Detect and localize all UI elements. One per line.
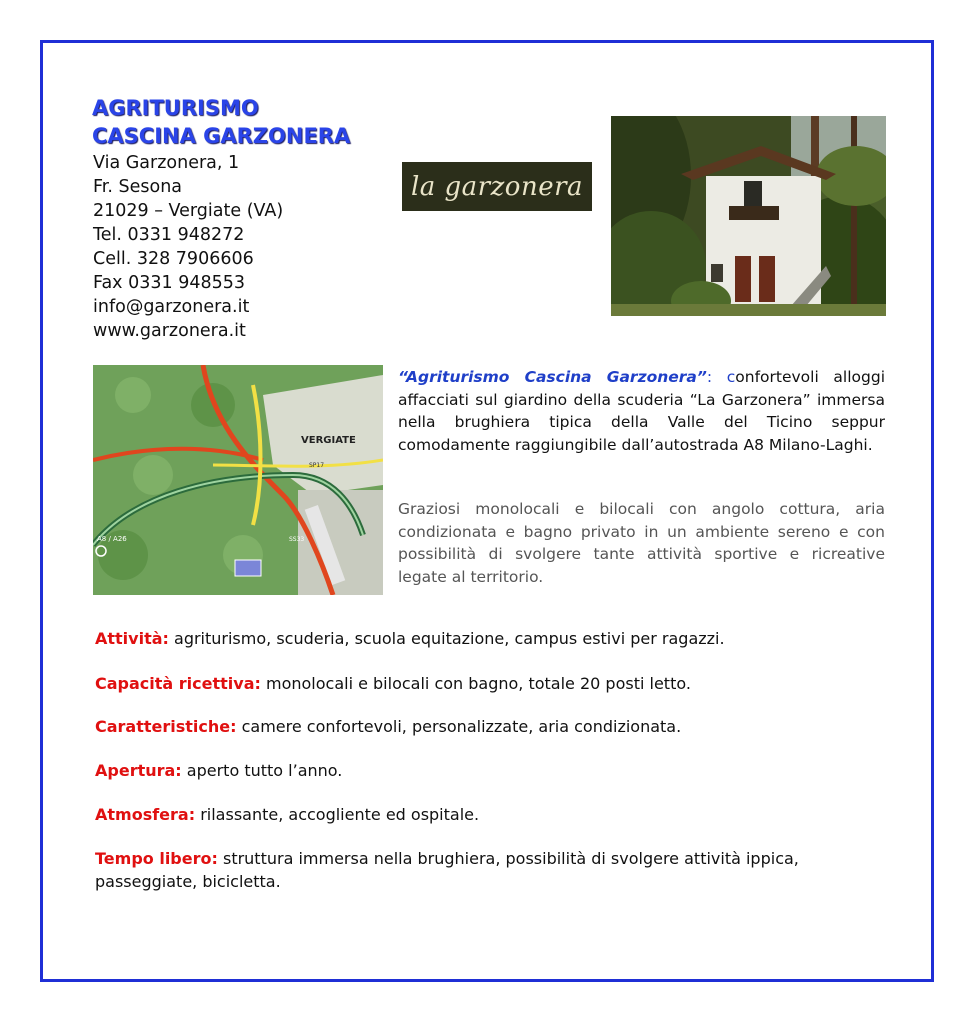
- page-title: [92, 94, 350, 150]
- feature-value: aperto tutto l’anno.: [181, 761, 343, 780]
- feature-opening: [95, 759, 865, 782]
- feature-value: rilassante, accogliente ed ospitale.: [195, 805, 480, 824]
- address-phone: Tel. 0331 948272: [93, 225, 245, 245]
- address-locality: Fr. Sesona: [93, 177, 183, 197]
- feature-key: Caratteristiche:: [95, 717, 237, 736]
- address-fax: Fax 0331 948553: [93, 273, 246, 293]
- feature-value: camere confortevoli, personalizzate, aria condizionata.: [236, 717, 682, 736]
- feature-atmosphere: [95, 803, 865, 826]
- brand-logo: [402, 162, 592, 211]
- feature-activities: [95, 627, 865, 650]
- address-email[interactable]: info@garzonera.it: [93, 297, 250, 317]
- location-map: [93, 365, 383, 595]
- feature-value: struttura immersa nella brughiera, possibilità di svolgere attività ippica, passeggiate, bicicletta.: [95, 849, 799, 891]
- description-rooms: Graziosi monolocali e bilocali con angolo cottura, aria condizionata e bagno privato in un ambiente sereno e con possibilità di svolgere tante attività sportive e ricreative legate al territorio.: [398, 500, 885, 586]
- feature-key: Capacità ricettiva:: [95, 674, 261, 693]
- feature-characteristics: [95, 715, 865, 738]
- house-photo: [611, 116, 886, 316]
- map-location-marker: [235, 560, 261, 576]
- description-text: onfortevoli alloggi affacciati sul giardino della scuderia “La Garzonera” immersa nella brughiera tipica della Valle del Ticino seppur comodamente raggiungibile dall’autostrada A8 Milano-Laghi.: [398, 368, 886, 454]
- address-website[interactable]: www.garzonera.it: [93, 321, 246, 341]
- title-line-2: CASCINA GARZONERA: [92, 124, 351, 148]
- map-road-sp17: SP17: [309, 462, 325, 469]
- feature-key: Tempo libero:: [95, 849, 218, 868]
- contact-address: [93, 151, 283, 343]
- feature-value: agriturismo, scuderia, scuola equitazione, campus estivi per ragazzi.: [168, 629, 725, 648]
- address-street: Via Garzonera, 1: [93, 153, 240, 173]
- description-first-letter: c: [726, 368, 736, 386]
- feature-capacity: [95, 672, 865, 695]
- logo-text: la garzonera: [410, 171, 584, 202]
- feature-key: Attività:: [95, 629, 169, 648]
- address-city: 21029 – Vergiate (VA): [93, 201, 284, 221]
- description-lead: “Agriturismo Cascina Garzonera”: [398, 368, 707, 386]
- feature-value: monolocali e bilocali con bagno, totale 20 posti letto.: [260, 674, 691, 693]
- feature-key: Atmosfera:: [95, 805, 196, 824]
- description-colon: :: [706, 368, 727, 386]
- map-road-a8: A8 / A26: [97, 535, 127, 543]
- map-town-label: VERGIATE: [301, 435, 356, 446]
- feature-leisure: [95, 847, 835, 893]
- title-line-1: AGRITURISMO: [92, 96, 259, 120]
- address-mobile: Cell. 328 7906606: [93, 249, 254, 269]
- description-intro: [398, 366, 885, 456]
- feature-key: Apertura:: [95, 761, 182, 780]
- map-road-ss33: SS33: [289, 536, 305, 543]
